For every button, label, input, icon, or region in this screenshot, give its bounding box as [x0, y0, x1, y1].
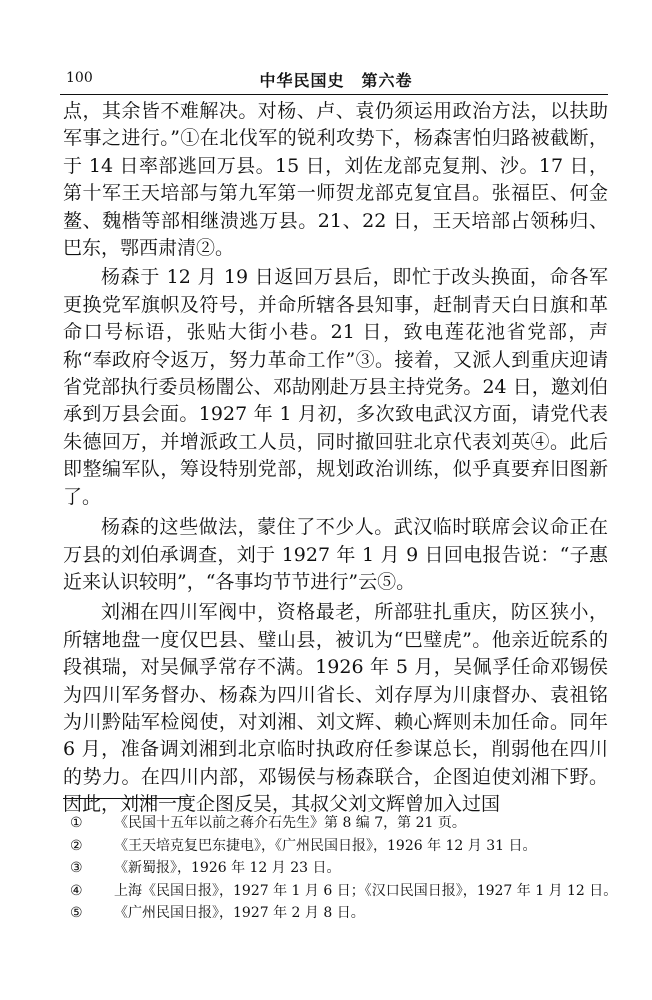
page-number: 100 — [66, 70, 93, 86]
footnote-mark: ② — [70, 837, 83, 854]
footnote-text: 《王天培克复巴东捷电》，《广州民国日报》，1926 年 12 月 31 日。 — [114, 837, 537, 854]
paragraph: 点，其余皆不难解决。对杨、卢、袁仍须运用政治方法，以扶助军事之进行。”①在北伐军的锐利攻势下，杨森害怕归路被截断，于 14 日率部逃回万县。15 日，刘佐龙部克复荆、沙。17 日，第十军王天培部与第九军第一师贺龙部克复宜昌。张福臣、何金鳌、魏楷等部相继溃逃万县。21、22 日，王天培部占领秭归、巴东，鄂西肃清②。 — [63, 100, 608, 260]
page-header — [66, 68, 606, 92]
paragraph: 杨森于 12 月 19 日返回万县后，即忙于改头换面，命各军更换党军旗帜及符号，并命所辖各县知事，赶制青天白日旗和革命口号标语，张贴大街小巷。21 日，致电莲花池省党部，声称“奉政府令返万，努力革命工作”③。接着，又派人到重庆迎请省党部执行委员杨闇公、邓劼刚赴万县主持党务。24 日，邀刘伯承到万县会面。1927 年 1 月初，多次致电武汉方面，请党代表朱德回万，并增派政工人员，同时撤回驻北京代表刘英④。此后即整编军队，筹设特别党部，规划政治训练，似乎真要弃旧图新了。 — [63, 266, 608, 508]
paragraph: 刘湘在四川军阀中，资格最老，所部驻扎重庆，防区狭小，所辖地盘一度仅巴县、璧山县，被讥为“巴璧虎”。他亲近皖系的段祺瑞，对吴佩孚常存不满。1926 年 5 月，吴佩孚任命邓锡侯为四川军务督办、杨森为四川省长、刘存厚为川康督办、袁祖铭为川黔陆军检阅使，对刘湘、刘文辉、赖心辉则未加任命。同年 6 月，准备调刘湘到北京临时执政府任参谋总长，削弱他在四川的势力。在四川内部，邓锡侯与杨森联合，企图迫使刘湘下野。因此，刘湘一度企图反吴，其叔父刘文辉曾加入过国 — [63, 601, 608, 816]
header-divider — [60, 94, 608, 95]
paragraph: 杨森的这些做法，蒙住了不少人。武汉临时联席会议命正在万县的刘伯承调查，刘于 1927 年 1 月 9 日回电报告说：“子惠近来认识较明”，“各事均节节进行”云⑤。 — [63, 516, 608, 593]
footnote — [70, 812, 610, 835]
footnote-divider — [63, 798, 189, 799]
footnote-text: 《民国十五年以前之蒋介石先生》第 8 编 7，第 21 页。 — [114, 815, 466, 831]
footnote-mark: ③ — [70, 860, 83, 877]
body-text — [63, 98, 608, 819]
footnote-mark: ④ — [70, 882, 83, 899]
footnote-text: 《广州民国日报》，1927 年 2 月 8 日。 — [114, 905, 365, 922]
footnote-text: 《新蜀报》，1926 年 12 月 23 日。 — [114, 860, 341, 877]
running-title: 中华民国史 第六卷 — [259, 71, 413, 90]
footnote — [70, 902, 610, 925]
footnote-mark: ⑤ — [70, 905, 83, 922]
footnote-text: 上海《民国日报》，1927 年 1 月 6 日；《汉口民国日报》，1927 年 1 月 12 日。 — [114, 882, 618, 899]
footnote — [70, 857, 610, 880]
footnote — [70, 880, 618, 903]
footnote-mark: ① — [70, 815, 83, 831]
footnote — [70, 835, 610, 858]
footnotes — [70, 812, 618, 925]
